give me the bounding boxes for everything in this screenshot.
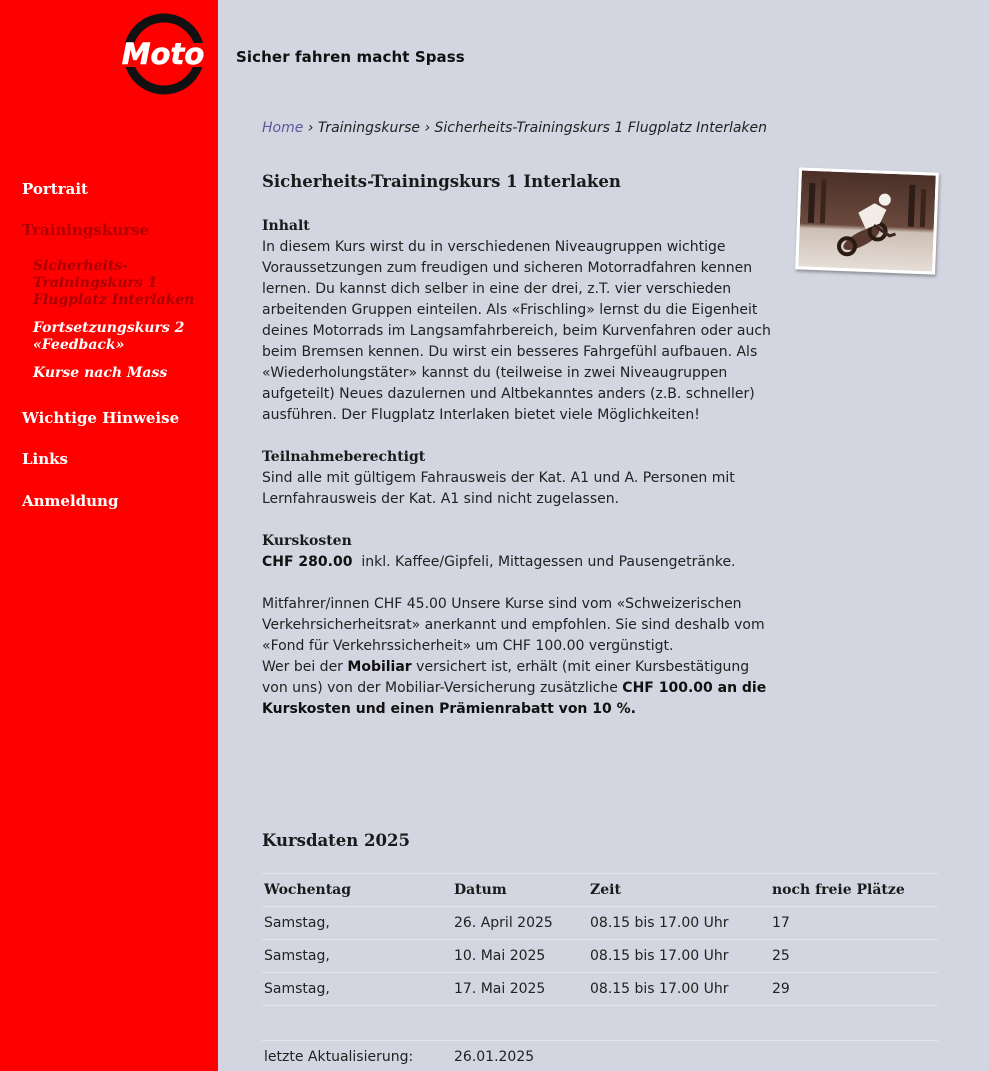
mobiliar-pre: Wer bei der — [262, 659, 348, 675]
column-header: Zeit — [588, 874, 770, 907]
kosten-price: CHF 280.00 — [262, 554, 353, 570]
teilnahme-text: Sind alle mit gültigem Fahrausweis der Kat. A1 und A. Personen mit Lernfahrausweis der Kat. A1 sind nicht zugelassen. — [262, 470, 735, 507]
nav-sub-sicherheits-trainingskurs[interactable]: Sicherheits-Trainingskurs 1 Flugplatz Interlaken — [33, 258, 195, 308]
cell-zeit: 08.15 bis 17.00 Uhr — [588, 940, 770, 973]
update-label: letzte Aktualisierung: — [264, 1049, 414, 1065]
breadcrumb-separator: › — [303, 120, 318, 136]
mobiliar-bold: Mobiliar — [347, 659, 412, 675]
nav-portrait[interactable]: Portrait — [22, 180, 88, 198]
cell-freie-plaetze: 29 — [770, 973, 938, 1006]
kosten-heading: Kurskosten — [262, 533, 352, 549]
sidebar — [0, 0, 218, 1071]
breadcrumb-trainingskurse[interactable]: Trainingskurse — [317, 120, 420, 136]
cell-freie-plaetze: 25 — [770, 940, 938, 973]
mobiliar-text — [262, 657, 777, 720]
motorcycle-photo — [795, 167, 939, 274]
nav-sub-fortsetzungskurs[interactable]: Fortsetzungskurs 2 «Feedback» — [33, 320, 185, 353]
table-row — [262, 940, 938, 973]
table-header-row — [262, 874, 938, 907]
nav-trainingskurse[interactable]: Trainingskurse — [22, 221, 150, 239]
breadcrumb-current: Sicherheits-Trainingskurs 1 Flugplatz Interlaken — [434, 120, 768, 136]
moto-logo[interactable] — [114, 13, 212, 95]
mitfahrer-text: Mitfahrer/innen CHF 45.00 Unsere Kurse sind vom «Schweizerischen Verkehrsicherheitsrat» anerkannt und empfohlen. Sie sind deshalb vom «Fond für Verkehrssicherheit» um CHF 100.00 vergünstigt. — [262, 596, 765, 654]
last-update — [262, 1040, 938, 1071]
cell-freie-plaetze: 17 — [770, 907, 938, 940]
cell-zeit: 08.15 bis 17.00 Uhr — [588, 973, 770, 1006]
column-header: noch freie Plätze — [770, 874, 938, 907]
inhalt-text: In diesem Kurs wirst du in verschiedenen Niveaugruppen wichtige Voraussetzungen zum freudigen und sicheren Motorradfahren kennen lernen. Du kannst dich selber in eine der drei, z.T. vier verschieden arbeitenden Gruppen einteilen. Als «Frischling» lernst du die Eigenheit deines Motorrads im Langsamfahrbereich, beim Kurvenfahren oder auch beim Bremsen kennen. Du wirst ein besseres Fahrgefühl aufbauen. Als «Wiederholungstäter» kannst du (teilweise in zwei Niveaugruppen aufgeteilt) Neues dazulernen und Altbekanntes anders (z.B. schneller) ausführen. Der Flugplatz Interlaken bietet viele Möglichkeiten! — [262, 239, 771, 423]
breadcrumb-separator: › — [420, 120, 435, 136]
motorcycle-rider-image — [798, 170, 936, 271]
cell-datum: 26. April 2025 — [452, 907, 588, 940]
cell-datum: 10. Mai 2025 — [452, 940, 588, 973]
cell-wochentag: Samstag, — [262, 973, 452, 1006]
inhalt-heading: Inhalt — [262, 218, 310, 234]
breadcrumb-home[interactable]: Home — [262, 120, 304, 136]
kosten-line — [262, 552, 777, 573]
cell-wochentag: Samstag, — [262, 907, 452, 940]
update-date: 26.01.2025 — [454, 1049, 535, 1065]
kursdaten-table — [262, 873, 938, 1006]
kosten-text: inkl. Kaffee/Gipfeli, Mittagessen und Pausengetränke. — [352, 554, 736, 570]
table-row — [262, 973, 938, 1006]
cell-wochentag: Samstag, — [262, 940, 452, 973]
nav-links[interactable]: Links — [22, 450, 68, 468]
page-title: Sicherheits-Trainingskurs 1 Interlaken — [262, 172, 621, 191]
teilnahme-heading: Teilnahmeberechtigt — [262, 449, 426, 465]
nav-wichtige-hinweise[interactable]: Wichtige Hinweise — [22, 409, 180, 427]
cell-zeit: 08.15 bis 17.00 Uhr — [588, 907, 770, 940]
tagline: Sicher fahren macht Spass — [236, 48, 465, 66]
mobiliar-discount: CHF 100.00 an die Kurskosten und einen Prämienrabatt von 10 %. — [262, 680, 767, 717]
main-content — [262, 172, 777, 720]
column-header: Datum — [452, 874, 588, 907]
cell-datum: 17. Mai 2025 — [452, 973, 588, 1006]
breadcrumb — [262, 120, 767, 136]
nav-sub-kurse-nach-mass[interactable]: Kurse nach Mass — [33, 365, 168, 381]
column-header: Wochentag — [262, 874, 452, 907]
nav-anmeldung[interactable]: Anmeldung — [22, 492, 119, 510]
table-row — [262, 907, 938, 940]
kursdaten-title: Kursdaten 2025 — [262, 831, 410, 850]
logo-text: Moto — [121, 37, 205, 71]
mobiliar-mid: versichert ist, erhält (mit einer Kursbestätigung von uns) von der Mobiliar-Versicherung zusätzliche — [262, 659, 750, 696]
